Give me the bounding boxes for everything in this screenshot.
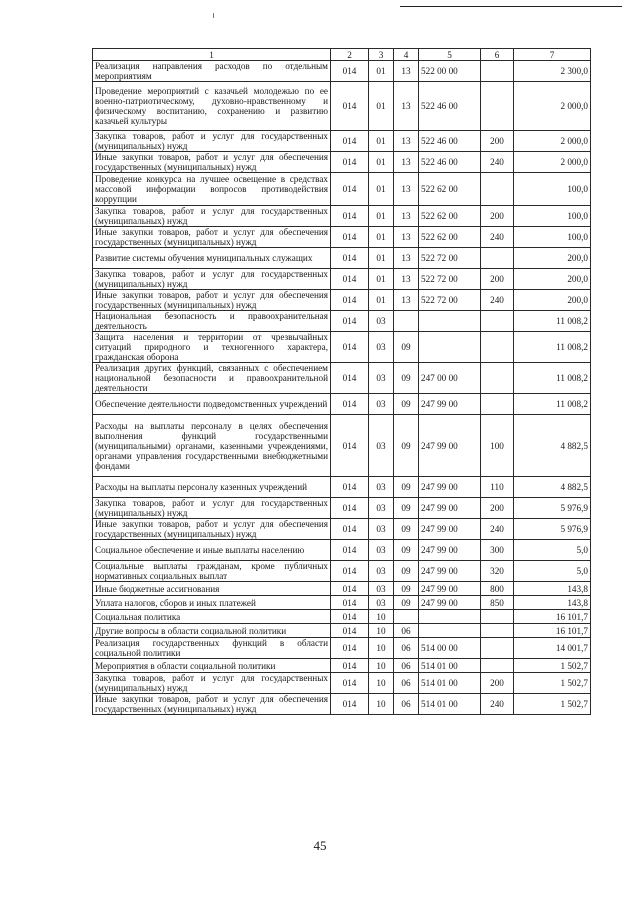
row-description: Закупка товаров, работ и услуг для государственных (муниципальных) нужд — [93, 498, 331, 519]
table-row — [93, 673, 591, 694]
row-code-5: 247 00 00 — [419, 363, 481, 394]
column-header: 3 — [369, 49, 394, 61]
row-code-3: 03 — [369, 561, 394, 582]
row-code-6 — [481, 332, 514, 363]
row-amount: 2 300,0 — [514, 61, 591, 82]
row-code-3: 01 — [369, 82, 394, 131]
row-description: Иные закупки товаров, работ и услуг для обеспечения государственных (муниципальных) нужд — [93, 152, 331, 173]
row-description: Реализация других функций, связанных с обеспечением национальной безопасности и правоохранительной деятельности — [93, 363, 331, 394]
table-row — [93, 394, 591, 415]
row-amount: 143,8 — [514, 596, 591, 610]
row-code-6: 240 — [481, 519, 514, 540]
row-code-2: 014 — [331, 290, 369, 311]
row-description: Иные закупки товаров, работ и услуг для обеспечения государственных (муниципальных) нужд — [93, 519, 331, 540]
row-code-4: 09 — [394, 332, 419, 363]
row-code-6: 300 — [481, 540, 514, 561]
row-amount: 4 882,5 — [514, 477, 591, 498]
row-code-5: 247 99 00 — [419, 582, 481, 596]
table-row — [93, 624, 591, 638]
row-code-2: 014 — [331, 415, 369, 477]
row-amount: 1 502,7 — [514, 673, 591, 694]
row-code-2: 014 — [331, 363, 369, 394]
row-code-6 — [481, 173, 514, 206]
row-description: Иные бюджетные ассигнования — [93, 582, 331, 596]
row-code-5: 522 00 00 — [419, 61, 481, 82]
table-row — [93, 415, 591, 477]
row-code-2: 014 — [331, 82, 369, 131]
row-code-4: 13 — [394, 173, 419, 206]
table-row — [93, 477, 591, 498]
row-code-6: 200 — [481, 206, 514, 227]
column-header: 5 — [419, 49, 481, 61]
row-code-5: 514 01 00 — [419, 673, 481, 694]
row-code-3: 03 — [369, 519, 394, 540]
row-code-4: 09 — [394, 415, 419, 477]
row-description: Национальная безопасность и правоохранительная деятельность — [93, 311, 331, 332]
table-row — [93, 498, 591, 519]
row-code-3: 01 — [369, 269, 394, 290]
row-code-3: 01 — [369, 248, 394, 269]
row-amount: 200,0 — [514, 290, 591, 311]
row-code-2: 014 — [331, 610, 369, 624]
row-code-3: 03 — [369, 311, 394, 332]
row-amount: 2 000,0 — [514, 152, 591, 173]
row-code-5: 247 99 00 — [419, 540, 481, 561]
row-code-2: 014 — [331, 540, 369, 561]
row-description: Иные закупки товаров, работ и услуг для обеспечения государственных (муниципальных) нужд — [93, 694, 331, 715]
row-code-4: 09 — [394, 363, 419, 394]
row-code-2: 014 — [331, 173, 369, 206]
row-code-2: 014 — [331, 269, 369, 290]
row-code-2: 014 — [331, 394, 369, 415]
row-code-6: 200 — [481, 269, 514, 290]
row-code-2: 014 — [331, 694, 369, 715]
row-code-6 — [481, 394, 514, 415]
row-code-5: 514 00 00 — [419, 638, 481, 659]
row-code-2: 014 — [331, 248, 369, 269]
table-row — [93, 561, 591, 582]
row-code-6 — [481, 624, 514, 638]
row-code-4: 06 — [394, 638, 419, 659]
row-amount: 100,0 — [514, 206, 591, 227]
table-row — [93, 269, 591, 290]
table-row — [93, 82, 591, 131]
row-code-6: 850 — [481, 596, 514, 610]
row-code-6: 100 — [481, 415, 514, 477]
row-code-3: 10 — [369, 638, 394, 659]
row-code-5: 522 46 00 — [419, 131, 481, 152]
row-code-3: 10 — [369, 610, 394, 624]
row-code-4: 13 — [394, 61, 419, 82]
row-description: Развитие системы обучения муниципальных служащих — [93, 248, 331, 269]
row-code-2: 014 — [331, 311, 369, 332]
table-row — [93, 61, 591, 82]
row-code-6: 200 — [481, 673, 514, 694]
table-row — [93, 363, 591, 394]
row-code-4: 13 — [394, 290, 419, 311]
column-header: 7 — [514, 49, 591, 61]
row-code-4: 09 — [394, 477, 419, 498]
row-code-5: 522 72 00 — [419, 290, 481, 311]
row-description: Реализация направления расходов по отдельным мероприятиям — [93, 61, 331, 82]
row-code-4: 09 — [394, 519, 419, 540]
row-code-5: 247 99 00 — [419, 561, 481, 582]
row-code-2: 014 — [331, 624, 369, 638]
row-code-2: 014 — [331, 477, 369, 498]
row-amount: 11 008,2 — [514, 394, 591, 415]
row-code-6 — [481, 311, 514, 332]
row-amount: 2 000,0 — [514, 131, 591, 152]
row-code-3: 10 — [369, 673, 394, 694]
row-code-2: 014 — [331, 61, 369, 82]
row-code-4: 13 — [394, 206, 419, 227]
row-code-6 — [481, 82, 514, 131]
row-code-4: 13 — [394, 82, 419, 131]
row-code-2: 014 — [331, 596, 369, 610]
row-code-4 — [394, 311, 419, 332]
row-code-3: 01 — [369, 152, 394, 173]
row-code-3: 03 — [369, 540, 394, 561]
budget-table — [92, 48, 591, 715]
row-code-4: 13 — [394, 227, 419, 248]
row-amount: 11 008,2 — [514, 311, 591, 332]
row-code-2: 014 — [331, 498, 369, 519]
row-code-3: 03 — [369, 596, 394, 610]
row-amount: 1 502,7 — [514, 694, 591, 715]
row-code-6: 240 — [481, 227, 514, 248]
row-amount: 16 101,7 — [514, 610, 591, 624]
row-code-5: 247 99 00 — [419, 477, 481, 498]
row-code-4: 09 — [394, 394, 419, 415]
table-row — [93, 206, 591, 227]
column-header: 2 — [331, 49, 369, 61]
row-code-6: 320 — [481, 561, 514, 582]
table-row — [93, 332, 591, 363]
row-description: Расходы на выплаты персоналу в целях обеспечения выполнения функций государственными (муниципальными) органами, казенными учреждениями, органами управления государственными внебюджетными фондами — [93, 415, 331, 477]
row-code-5: 514 01 00 — [419, 694, 481, 715]
row-code-6: 110 — [481, 477, 514, 498]
row-code-6 — [481, 659, 514, 673]
table-row — [93, 582, 591, 596]
row-code-2: 014 — [331, 638, 369, 659]
row-code-4: 13 — [394, 248, 419, 269]
row-amount: 14 001,7 — [514, 638, 591, 659]
row-description: Обеспечение деятельности подведомственных учреждений — [93, 394, 331, 415]
table-row — [93, 694, 591, 715]
row-code-6 — [481, 638, 514, 659]
row-code-3: 01 — [369, 173, 394, 206]
row-code-5: 247 99 00 — [419, 519, 481, 540]
row-code-3: 03 — [369, 582, 394, 596]
row-code-3: 01 — [369, 227, 394, 248]
header-row — [93, 49, 591, 61]
row-description: Закупка товаров, работ и услуг для государственных (муниципальных) нужд — [93, 673, 331, 694]
row-code-4: 09 — [394, 582, 419, 596]
row-code-5: 247 99 00 — [419, 596, 481, 610]
row-code-5: 522 46 00 — [419, 82, 481, 131]
row-code-5 — [419, 311, 481, 332]
row-code-3: 01 — [369, 61, 394, 82]
row-code-5: 247 99 00 — [419, 394, 481, 415]
row-code-4: 13 — [394, 269, 419, 290]
row-code-5 — [419, 624, 481, 638]
row-description: Защита населения и территории от чрезвычайных ситуаций природного и техногенного характера, гражданская оборона — [93, 332, 331, 363]
table-row — [93, 131, 591, 152]
row-code-4: 06 — [394, 659, 419, 673]
scan-mark — [213, 13, 214, 18]
row-amount: 5,0 — [514, 540, 591, 561]
row-amount: 100,0 — [514, 227, 591, 248]
table-row — [93, 227, 591, 248]
row-code-2: 014 — [331, 227, 369, 248]
row-code-3: 01 — [369, 290, 394, 311]
row-code-5 — [419, 610, 481, 624]
row-code-3: 03 — [369, 363, 394, 394]
table-row — [93, 248, 591, 269]
row-code-6: 800 — [481, 582, 514, 596]
row-description: Социальные выплаты гражданам, кроме публичных нормативных социальных выплат — [93, 561, 331, 582]
row-code-6: 240 — [481, 290, 514, 311]
row-amount: 5 976,9 — [514, 498, 591, 519]
row-amount: 4 882,5 — [514, 415, 591, 477]
row-code-6: 200 — [481, 131, 514, 152]
column-header: 4 — [394, 49, 419, 61]
row-code-4: 09 — [394, 540, 419, 561]
row-code-6 — [481, 363, 514, 394]
table-row — [93, 519, 591, 540]
row-description: Закупка товаров, работ и услуг для государственных (муниципальных) нужд — [93, 206, 331, 227]
row-code-6: 200 — [481, 498, 514, 519]
row-code-4: 13 — [394, 131, 419, 152]
row-description: Закупка товаров, работ и услуг для государственных (муниципальных) нужд — [93, 269, 331, 290]
row-code-4: 09 — [394, 498, 419, 519]
row-amount: 1 502,7 — [514, 659, 591, 673]
row-amount: 5 976,9 — [514, 519, 591, 540]
row-amount: 11 008,2 — [514, 363, 591, 394]
row-description: Социальное обеспечение и иные выплаты населению — [93, 540, 331, 561]
column-header: 6 — [481, 49, 514, 61]
row-code-2: 014 — [331, 206, 369, 227]
row-code-3: 01 — [369, 206, 394, 227]
row-code-5: 522 62 00 — [419, 227, 481, 248]
table-row — [93, 540, 591, 561]
row-code-3: 10 — [369, 694, 394, 715]
row-code-3: 10 — [369, 624, 394, 638]
row-description: Иные закупки товаров, работ и услуг для обеспечения государственных (муниципальных) нужд — [93, 227, 331, 248]
row-description: Реализация государственных функций в области социальной политики — [93, 638, 331, 659]
table-body — [93, 49, 591, 715]
row-description: Социальная политика — [93, 610, 331, 624]
table-row — [93, 610, 591, 624]
page-number: 45 — [313, 838, 327, 853]
row-code-4: 09 — [394, 596, 419, 610]
row-description: Проведение мероприятий с казачьей молодежью по ее военно-патриотическому, духовно-нравственному и физическому воспитанию, сохранению и развитию казачьей культуры — [93, 82, 331, 131]
top-rule — [400, 6, 622, 7]
row-amount: 16 101,7 — [514, 624, 591, 638]
row-code-5: 522 46 00 — [419, 152, 481, 173]
row-code-5 — [419, 332, 481, 363]
row-amount: 143,8 — [514, 582, 591, 596]
row-code-3: 03 — [369, 498, 394, 519]
table-row — [93, 311, 591, 332]
table-row — [93, 596, 591, 610]
row-code-2: 014 — [331, 152, 369, 173]
row-code-2: 014 — [331, 673, 369, 694]
column-header: 1 — [93, 49, 331, 61]
table-row — [93, 290, 591, 311]
row-amount: 200,0 — [514, 248, 591, 269]
row-amount: 2 000,0 — [514, 82, 591, 131]
row-code-4: 06 — [394, 673, 419, 694]
row-amount: 200,0 — [514, 269, 591, 290]
row-amount: 100,0 — [514, 173, 591, 206]
row-code-5: 247 99 00 — [419, 498, 481, 519]
row-code-2: 014 — [331, 131, 369, 152]
row-code-5: 522 72 00 — [419, 269, 481, 290]
row-code-4: 09 — [394, 561, 419, 582]
row-code-3: 03 — [369, 332, 394, 363]
row-description: Расходы на выплаты персоналу казенных учреждений — [93, 477, 331, 498]
row-code-2: 014 — [331, 561, 369, 582]
row-description: Другие вопросы в области социальной политики — [93, 624, 331, 638]
row-code-4: 06 — [394, 624, 419, 638]
row-code-4 — [394, 610, 419, 624]
row-code-5: 522 62 00 — [419, 173, 481, 206]
row-code-3: 03 — [369, 394, 394, 415]
row-description: Закупка товаров, работ и услуг для государственных (муниципальных) нужд — [93, 131, 331, 152]
row-code-3: 03 — [369, 415, 394, 477]
row-code-2: 014 — [331, 332, 369, 363]
table-row — [93, 638, 591, 659]
row-code-5: 522 62 00 — [419, 206, 481, 227]
row-code-3: 03 — [369, 477, 394, 498]
row-code-5: 522 72 00 — [419, 248, 481, 269]
table-row — [93, 173, 591, 206]
row-description: Иные закупки товаров, работ и услуг для обеспечения государственных (муниципальных) нужд — [93, 290, 331, 311]
row-description: Мероприятия в области социальной политики — [93, 659, 331, 673]
row-code-6 — [481, 610, 514, 624]
row-code-6 — [481, 248, 514, 269]
row-code-2: 014 — [331, 659, 369, 673]
row-description: Уплата налогов, сборов и иных платежей — [93, 596, 331, 610]
row-amount: 11 008,2 — [514, 332, 591, 363]
row-code-6 — [481, 61, 514, 82]
table-row — [93, 659, 591, 673]
row-code-6: 240 — [481, 152, 514, 173]
row-amount: 5,0 — [514, 561, 591, 582]
row-code-4: 06 — [394, 694, 419, 715]
row-code-5: 514 01 00 — [419, 659, 481, 673]
row-code-5: 247 99 00 — [419, 415, 481, 477]
row-code-3: 10 — [369, 659, 394, 673]
row-description: Проведение конкурса на лучшее освещение в средствах массовой информации вопросов противодействия коррупции — [93, 173, 331, 206]
row-code-6: 240 — [481, 694, 514, 715]
row-code-2: 014 — [331, 582, 369, 596]
row-code-2: 014 — [331, 519, 369, 540]
table-row — [93, 152, 591, 173]
row-code-3: 01 — [369, 131, 394, 152]
row-code-4: 13 — [394, 152, 419, 173]
